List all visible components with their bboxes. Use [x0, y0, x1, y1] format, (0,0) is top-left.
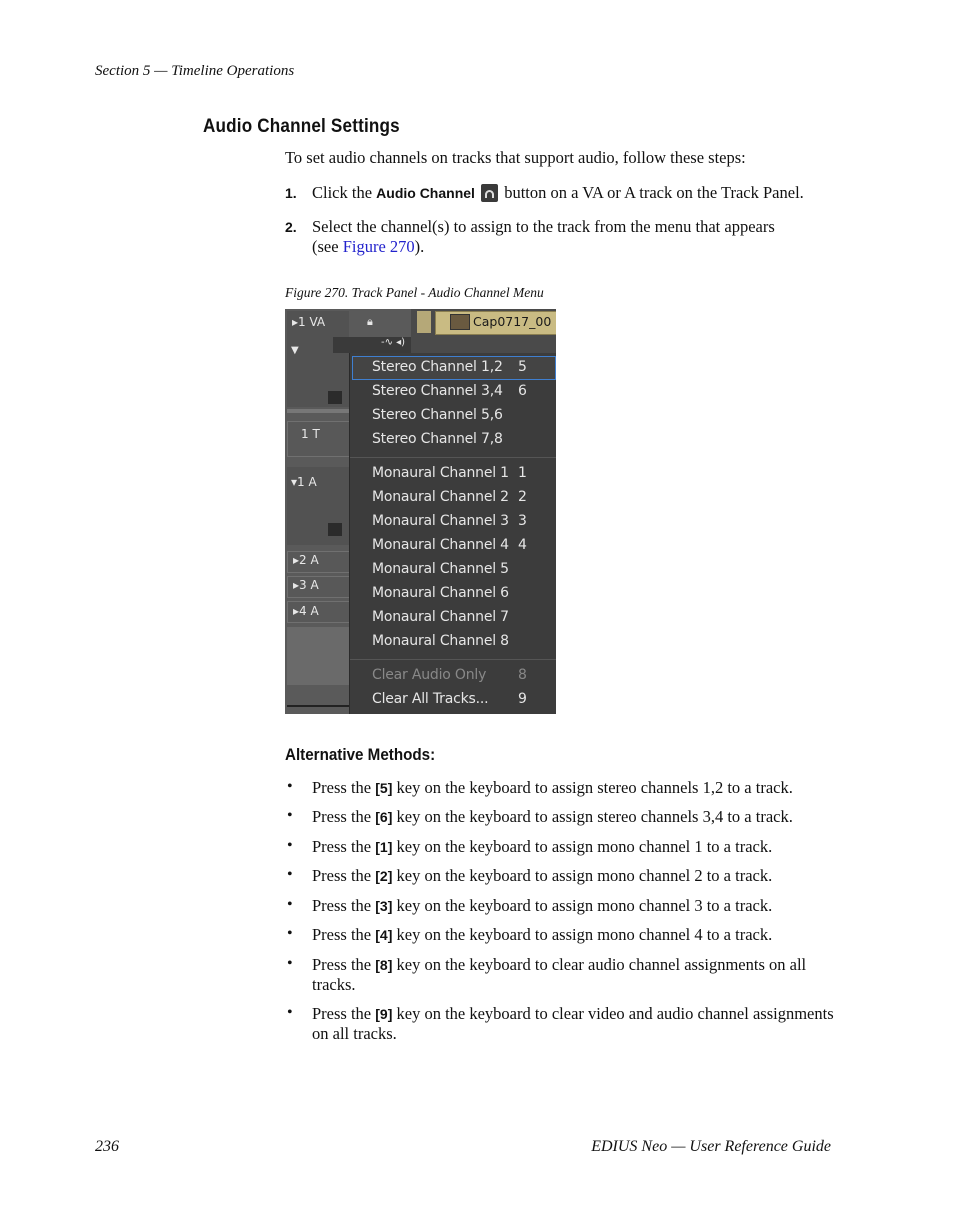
footer-title: EDIUS Neo — User Reference Guide: [591, 1138, 831, 1155]
figure-caption: Figure 270. Track Panel - Audio Channel Menu: [285, 285, 544, 300]
key-label: [8]: [375, 957, 393, 973]
clip-segment[interactable]: [417, 311, 431, 333]
bullet-pre: Press the: [312, 837, 376, 856]
key-label: [2]: [375, 868, 393, 884]
section-heading: Audio Channel Settings: [203, 116, 400, 137]
menu-shortcut: 6: [518, 383, 527, 399]
bullet-text: [312, 925, 842, 945]
bullet-text: [312, 1004, 842, 1044]
step-text: [312, 183, 804, 203]
menu-item-mono-3[interactable]: Monaural Channel 3: [372, 513, 509, 529]
bullet-marker: •: [287, 778, 293, 795]
track-a3-text: 3 A: [299, 578, 319, 592]
menu-item-stereo-5-6[interactable]: Stereo Channel 5,6: [372, 407, 503, 423]
clip-name: Cap0717_00: [473, 314, 552, 329]
step-number: 2.: [285, 219, 297, 235]
bullet-pre: Press the: [312, 896, 376, 915]
alt-methods-heading: Alternative Methods:: [285, 746, 436, 764]
audio-channel-menu: [349, 353, 556, 714]
divider: [287, 409, 349, 413]
menu-item-mono-4[interactable]: Monaural Channel 4: [372, 537, 509, 553]
step-line: [312, 237, 842, 257]
bullet-marker: •: [287, 955, 293, 972]
track-va-label: ▸1 VA: [292, 315, 326, 329]
menu-item-mono-7[interactable]: Monaural Channel 7: [372, 609, 509, 625]
bullet-text: [312, 837, 842, 857]
intro-text: To set audio channels on tracks that support audio, follow these steps:: [285, 148, 746, 167]
key-label: [6]: [375, 809, 393, 825]
track-a1-label: ▾1 A: [291, 475, 317, 489]
bullet-text: [312, 896, 842, 916]
bullet-marker: •: [287, 807, 293, 824]
menu-item-clear-audio-only: Clear Audio Only: [372, 667, 487, 683]
track-a3-label: ▸3 A: [293, 578, 319, 592]
bullet-post: key on the keyboard to assign mono channel 3 to a track.: [392, 896, 773, 915]
waveform-icon[interactable]: -∿ ◂): [381, 337, 406, 348]
key-label: [3]: [375, 898, 393, 914]
step-line-post: ).: [414, 237, 425, 256]
bullet-post: key on the keyboard to assign mono channel 1 to a track.: [392, 837, 773, 856]
track-a4-label: ▸4 A: [293, 604, 319, 618]
menu-item-mono-5[interactable]: Monaural Channel 5: [372, 561, 509, 577]
bullet-pre: Press the: [312, 955, 376, 974]
menu-item-clear-all-tracks[interactable]: Clear All Tracks...: [372, 691, 489, 707]
bullet-post: key on the keyboard to assign mono channel 4 to a track.: [392, 925, 773, 944]
bullet-text: [312, 955, 842, 995]
empty-track-area: [287, 627, 349, 685]
menu-item-stereo-1-2[interactable]: Stereo Channel 1,2: [372, 359, 503, 375]
section-header: Section 5 — Timeline Operations: [95, 63, 295, 79]
menu-item-stereo-3-4[interactable]: Stereo Channel 3,4: [372, 383, 503, 399]
bullet-post: key on the keyboard to assign stereo channels 1,2 to a track.: [392, 778, 793, 797]
key-label: [9]: [375, 1006, 393, 1022]
track-va-text: 1 VA: [298, 315, 326, 329]
menu-item-mono-2[interactable]: Monaural Channel 2: [372, 489, 509, 505]
step-text-pre: Click the: [312, 183, 377, 202]
divider: [287, 705, 349, 707]
bullet-marker: •: [287, 925, 293, 942]
bullet-marker: •: [287, 1004, 293, 1021]
track-a2-label: ▸2 A: [293, 553, 319, 567]
menu-shortcut: 9: [518, 691, 527, 707]
bullet-marker: •: [287, 896, 293, 913]
bullet-pre: Press the: [312, 807, 376, 826]
step-line: Select the channel(s) to assign to the track from the menu that appears: [312, 217, 775, 236]
menu-item-stereo-7-8[interactable]: Stereo Channel 7,8: [372, 431, 503, 447]
bullet-pre: Press the: [312, 925, 376, 944]
key-label: [5]: [375, 780, 393, 796]
bullet-pre: Press the: [312, 778, 376, 797]
menu-shortcut: 8: [518, 667, 527, 683]
lock-icon[interactable]: 🔒︎: [367, 315, 373, 328]
menu-shortcut: 2: [518, 489, 527, 505]
figure-link[interactable]: Figure 270: [342, 237, 415, 256]
bullet-text: [312, 866, 842, 886]
bullet-text: [312, 778, 842, 798]
menu-separator: [350, 457, 556, 458]
track-panel-screenshot: [285, 309, 556, 714]
bullet-post: key on the keyboard to clear audio channel assignments on all tracks.: [312, 955, 807, 994]
menu-shortcut: 5: [518, 359, 527, 375]
bullet-post: key on the keyboard to clear video and audio channel assignments on all tracks.: [312, 1004, 834, 1043]
bullet-post: key on the keyboard to assign mono channel 2 to a track.: [392, 866, 773, 885]
key-label: [1]: [375, 839, 393, 855]
menu-shortcut: 1: [518, 465, 527, 481]
step-line-pre: (see: [312, 237, 343, 256]
chevron-down-icon[interactable]: ▼: [291, 345, 299, 356]
link-icon[interactable]: [328, 523, 342, 536]
ui-term: Audio Channel: [376, 185, 475, 201]
link-icon[interactable]: [328, 391, 342, 404]
track-a4-text: 4 A: [299, 604, 319, 618]
menu-shortcut: 4: [518, 537, 527, 553]
clip-thumbnail: [450, 314, 470, 330]
menu-shortcut: 3: [518, 513, 527, 529]
step-text-post: button on a VA or A track on the Track Panel.: [500, 183, 804, 202]
step-text: [312, 217, 842, 257]
menu-item-mono-1[interactable]: Monaural Channel 1: [372, 465, 509, 481]
bullet-marker: •: [287, 837, 293, 854]
menu-separator: [350, 659, 556, 660]
bullet-text: [312, 807, 842, 827]
step-number: 1.: [285, 185, 297, 201]
page-number: 236: [95, 1138, 119, 1155]
bullet-pre: Press the: [312, 866, 376, 885]
bullet-post: key on the keyboard to assign stereo channels 3,4 to a track.: [392, 807, 793, 826]
audio-channel-icon: [481, 184, 498, 202]
track-t-label: 1 T: [301, 427, 320, 441]
menu-item-mono-8[interactable]: Monaural Channel 8: [372, 633, 509, 649]
key-label: [4]: [375, 927, 393, 943]
bullet-marker: •: [287, 866, 293, 883]
menu-item-mono-6[interactable]: Monaural Channel 6: [372, 585, 509, 601]
track-a1-text: 1 A: [297, 475, 317, 489]
track-a2-text: 2 A: [299, 553, 319, 567]
bullet-pre: Press the: [312, 1004, 376, 1023]
